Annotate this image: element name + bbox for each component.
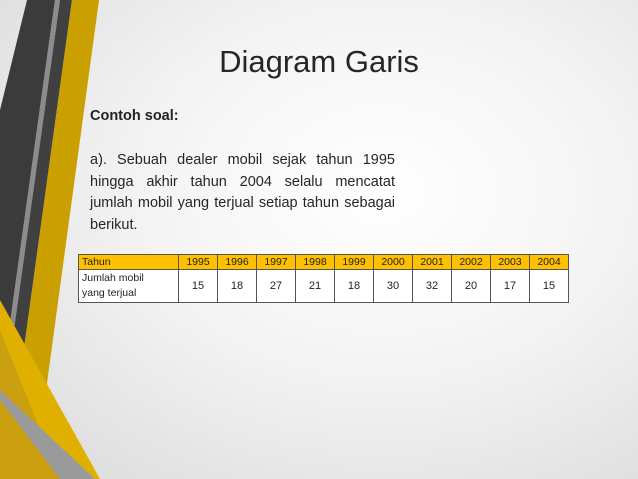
table-data-row	[79, 270, 569, 303]
table-value-cell: 27	[257, 270, 296, 303]
table-value-cell: 17	[491, 270, 530, 303]
table-value-cell: 32	[413, 270, 452, 303]
table-row-label-line2: yang terjual	[82, 287, 137, 299]
slide-subtitle: Contoh soal:	[90, 108, 179, 124]
table-row-label	[79, 270, 179, 303]
table-year-cell: 1999	[335, 255, 374, 270]
table-value-cell: 20	[452, 270, 491, 303]
table-year-cell: 2004	[530, 255, 569, 270]
table-value-cell: 15	[530, 270, 569, 303]
data-table	[78, 254, 569, 303]
body-text: a). Sebuah dealer mobil sejak tahun 1995 hingga akhir tahun 2004 selalu mencatat jumlah mobil yang terjual setiap tahun sebagai berikut.	[90, 152, 395, 233]
table-header-label: Tahun	[79, 255, 179, 270]
table-year-cell: 1997	[257, 255, 296, 270]
slide-title: Diagram Garis	[219, 44, 419, 79]
table-header-row	[79, 255, 569, 270]
table-value-cell: 18	[335, 270, 374, 303]
table-year-cell: 1998	[296, 255, 335, 270]
table-row-label-line1: Jumlah mobil	[82, 272, 144, 284]
table-value-cell: 21	[296, 270, 335, 303]
table-year-cell: 2003	[491, 255, 530, 270]
table-value-cell: 30	[374, 270, 413, 303]
table-value-cell: 15	[179, 270, 218, 303]
table-year-cell: 2000	[374, 255, 413, 270]
table-value-cell: 18	[218, 270, 257, 303]
table-year-cell: 2001	[413, 255, 452, 270]
table-year-cell: 2002	[452, 255, 491, 270]
table-year-cell: 1995	[179, 255, 218, 270]
table-year-cell: 1996	[218, 255, 257, 270]
